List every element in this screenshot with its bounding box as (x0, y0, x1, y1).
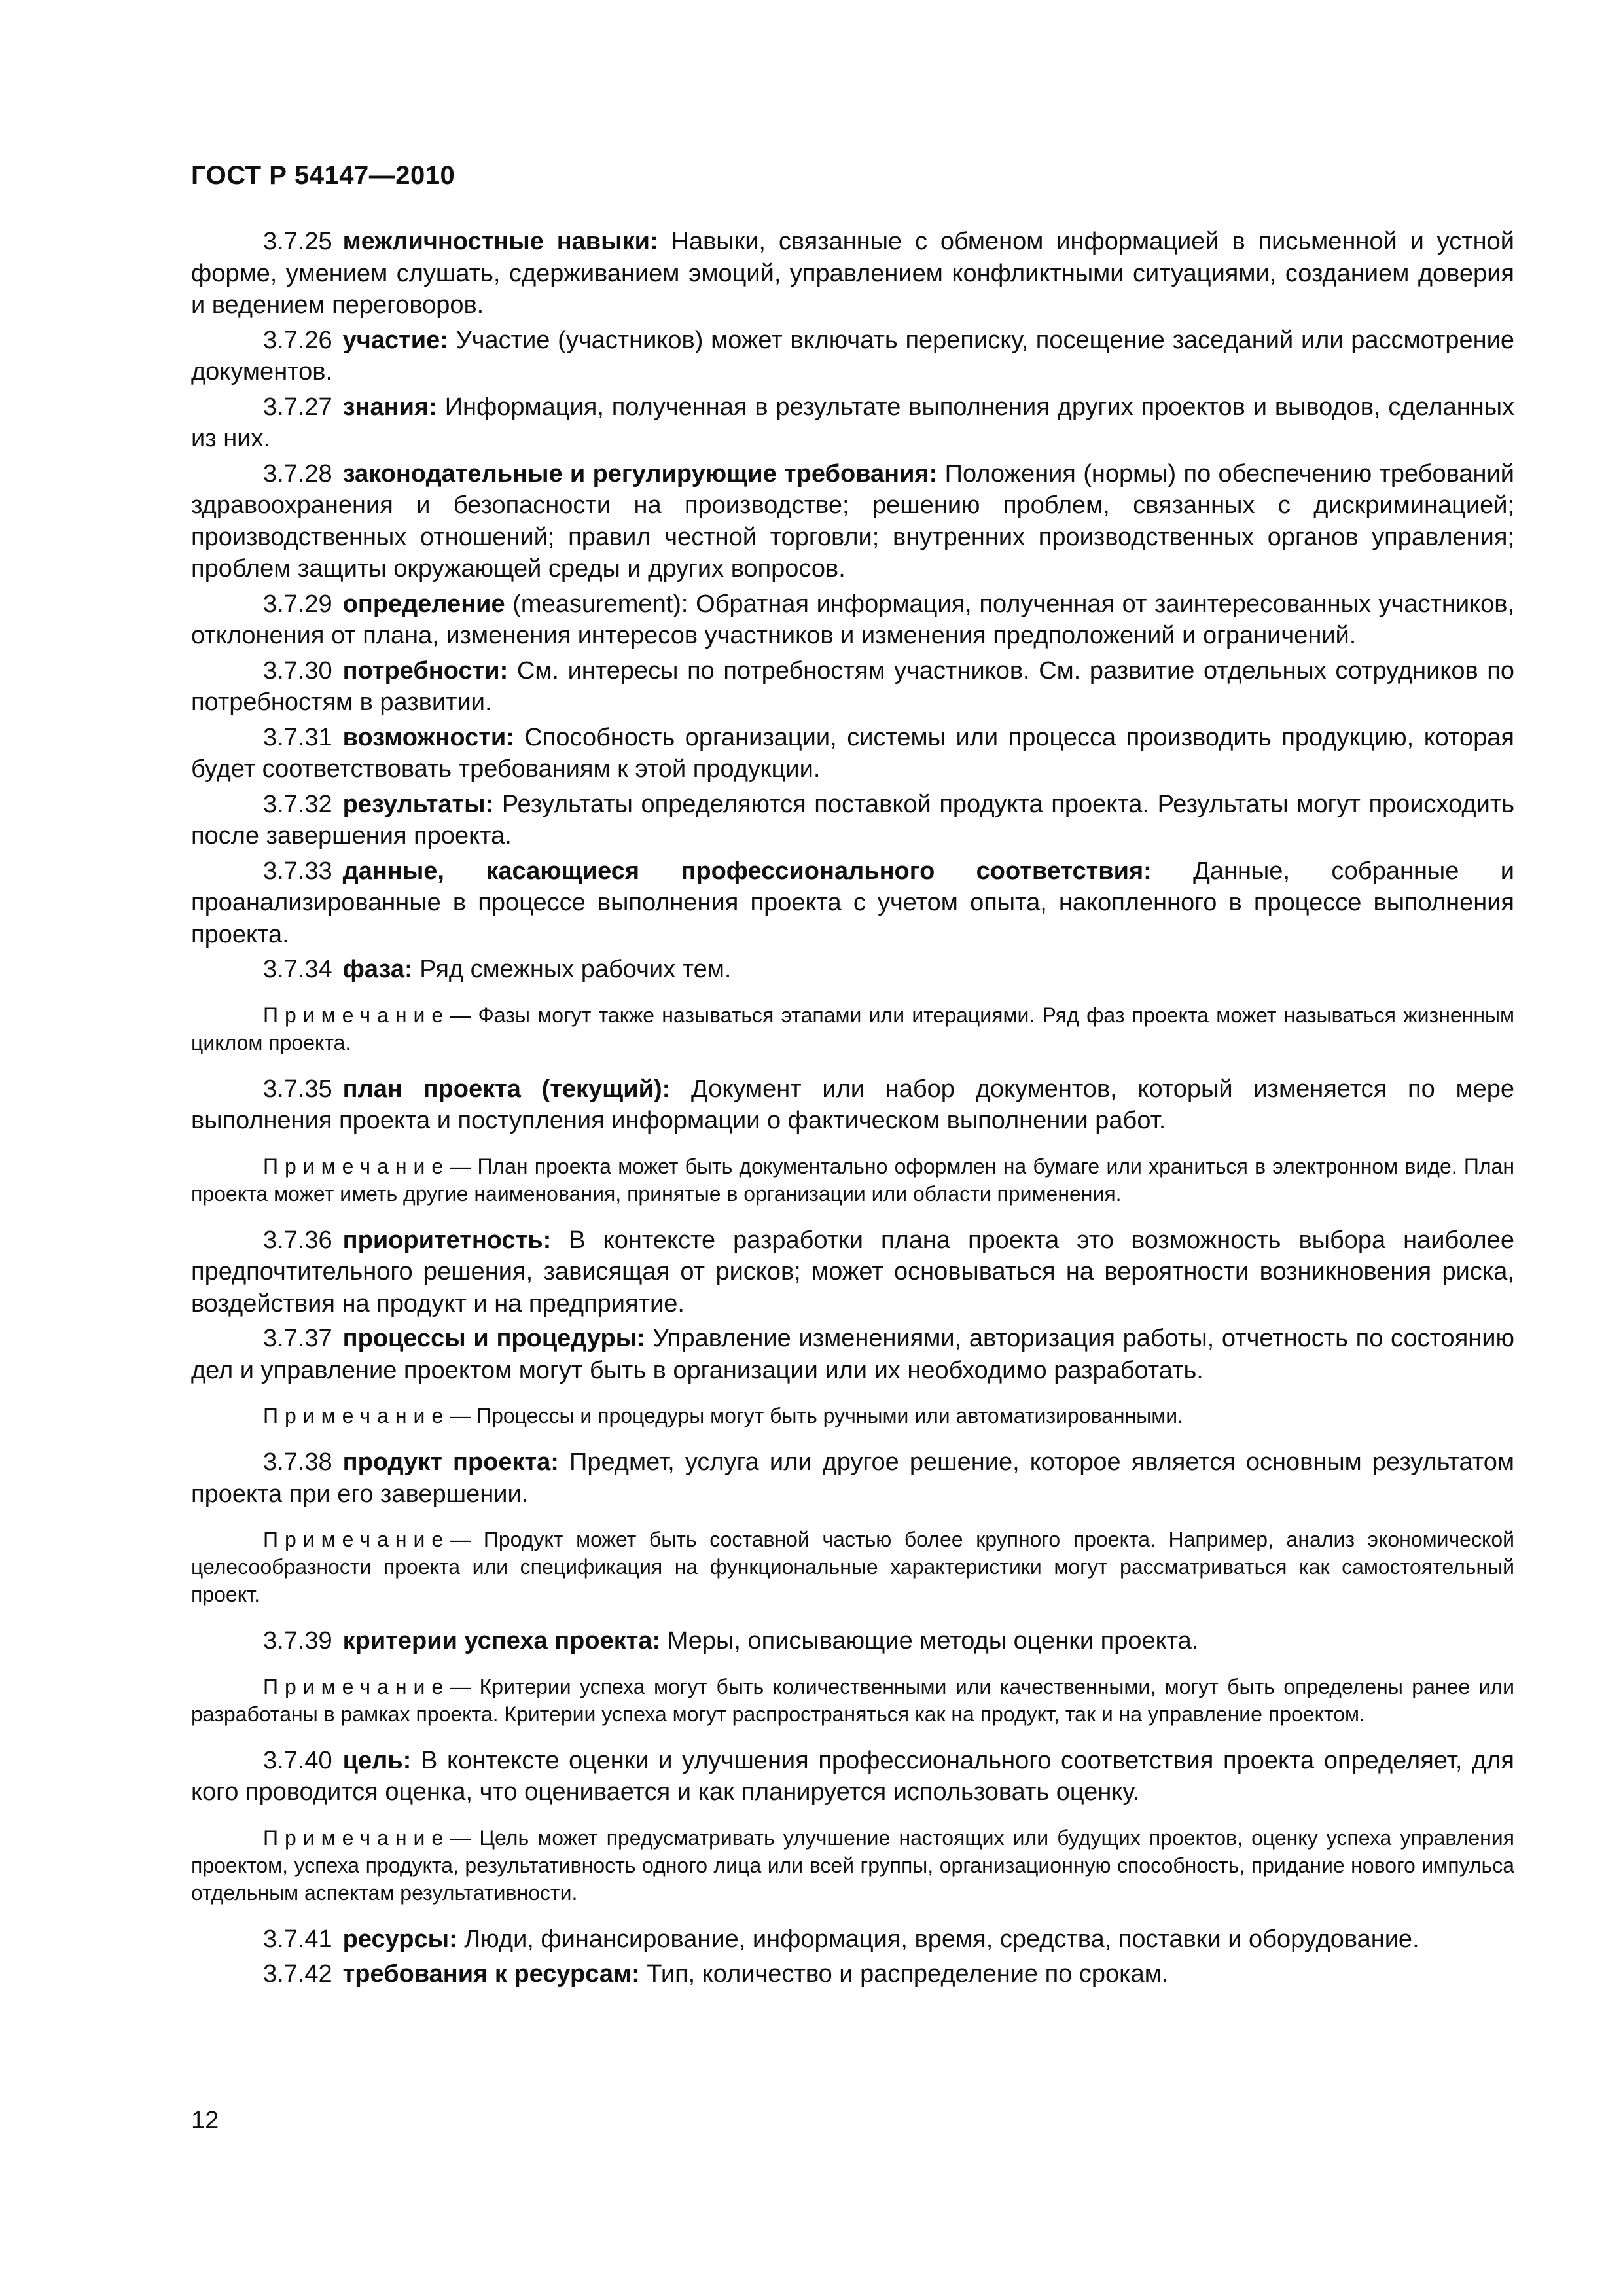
definition-entry (191, 1958, 1514, 1990)
entry-definition: Результаты определяются поставкой продукта проекта. Результаты могут происходить после завершения проекта. (191, 790, 1514, 850)
entry-term: критерии успеха проекта: (342, 1627, 661, 1655)
note-label: Примечание (263, 1404, 450, 1427)
entry-number: 3.7.37 (263, 1325, 332, 1352)
entry-number: 3.7.38 (263, 1448, 332, 1476)
definition-entry (191, 1745, 1514, 1808)
entry-definition: Документ или набор документов, который изменяется по мере выполнения проекта и поступления информации о фактическом выполнении работ. (191, 1075, 1514, 1134)
entry-term: возможности: (342, 723, 514, 751)
document-body (191, 226, 1514, 1994)
entry-number: 3.7.35 (263, 1075, 332, 1103)
definition-entry (191, 789, 1514, 852)
note-label: Примечание (263, 1825, 450, 1850)
definition-entry (191, 458, 1514, 585)
entry-definition: (measurement): Обратная информация, полученная от заинтересованных участников, отклонения от плана, изменения интересов участников и изменения предположений и ограничений. (191, 590, 1514, 649)
entry-term: законодательные и регулирующие требования: (342, 459, 938, 488)
definition-entry (191, 391, 1514, 455)
definition-entry (191, 588, 1514, 652)
note (191, 1402, 1514, 1429)
entry-term: фаза: (342, 956, 413, 983)
note-text: — Процессы и процедуры могут быть ручными или автоматизированными. (450, 1404, 1184, 1427)
entry-number: 3.7.25 (263, 228, 332, 255)
entry-term: процессы и процедуры: (342, 1325, 645, 1352)
definition-entry (191, 655, 1514, 719)
definition-entry (191, 722, 1514, 785)
entry-definition: Меры, описывающие методы оценки проекта. (667, 1627, 1199, 1655)
entry-number: 3.7.31 (263, 723, 332, 751)
entry-term: приоритетность: (342, 1226, 552, 1254)
entry-number: 3.7.28 (263, 459, 332, 488)
note-text: — Продукт может быть составной частью более крупного проекта. Например, анализ экономической целесообразности проекта или спецификация на функциональные характеристики могут рассматриваться как самостоятельный проект. (191, 1528, 1514, 1606)
entry-definition: Навыки, связанные с обменом информацией в письменной и устной форме, умением слушать, сдерживанием эмоций, управлением конфликтными ситуациями, созданием доверия и ведением переговоров. (191, 228, 1514, 319)
definition-entry (191, 325, 1514, 388)
entry-number: 3.7.42 (263, 1960, 332, 1988)
entry-number: 3.7.33 (263, 857, 332, 885)
entry-number: 3.7.30 (263, 656, 332, 685)
entry-number: 3.7.41 (263, 1925, 332, 1953)
entry-number: 3.7.40 (263, 1746, 332, 1774)
note-text: — План проекта может быть документально оформлен на бумаге или храниться в электронном виде. План проекта может иметь другие наименования, принятые в организации или области применения. (191, 1154, 1514, 1206)
entry-definition: Управление изменениями, авторизация работы, отчетность по состоянию дел и управление проектом могут быть в организации или их необходимо разработать. (191, 1325, 1514, 1384)
note-label: Примечание (263, 1674, 450, 1698)
entry-definition: Предмет, услуга или другое решение, которое является основным результатом проекта при его завершении. (191, 1448, 1514, 1508)
note (191, 1526, 1514, 1608)
entry-term: план проекта (текущий): (342, 1075, 671, 1103)
document-code: ГОСТ Р 54147—2010 (191, 161, 455, 190)
entry-definition: Тип, количество и распределение по срокам. (647, 1960, 1169, 1988)
entry-definition: В контексте оценки и улучшения профессионального соответствия проекта определяет, для кого проводится оценка, что оценивается и как планируется использовать оценку. (191, 1746, 1514, 1806)
entry-term: определение (342, 590, 505, 618)
note-text: — Цель может предусматривать улучшение настоящих или будущих проектов, оценку успеха управления проектом, успеха продукта, результативность одного лица или всей группы, организационную способность, придание нового импульса отдельным аспектам результативности. (191, 1825, 1514, 1905)
entry-term: участие: (342, 326, 448, 354)
definition-entry (191, 226, 1514, 321)
entry-term: данные, касающиеся профессионального соответствия: (342, 857, 1152, 885)
note-text: — Фазы могут также называться этапами или итерациями. Ряд фаз проекта может называться жизненным циклом проекта. (191, 1003, 1514, 1054)
definition-entry (191, 1446, 1514, 1510)
entry-term: цель: (342, 1746, 412, 1774)
definition-entry (191, 855, 1514, 951)
definition-entry (191, 1073, 1514, 1137)
entry-number: 3.7.26 (263, 326, 332, 354)
entry-definition: Данные, собранные и проанализированные в процессе выполнения проекта с учетом опыта, накопленного в процессе выполнения проекта. (191, 857, 1514, 948)
note (191, 1673, 1514, 1728)
note (191, 1824, 1514, 1907)
page-number: 12 (191, 2107, 219, 2134)
entry-number: 3.7.34 (263, 956, 332, 983)
entry-number: 3.7.36 (263, 1226, 332, 1254)
definition-entry (191, 954, 1514, 986)
entry-term: результаты: (342, 790, 494, 818)
entry-definition: Положения (нормы) по обеспечению требований здравоохранения и безопасности на производстве; решению проблем, связанных с дискриминацией; производственных отношений; правил честной торговли; внутренних производственных органов управления; проблем защиты окружающей среды и других вопросов. (191, 459, 1514, 583)
entry-number: 3.7.32 (263, 790, 332, 818)
note-label: Примечание (263, 1528, 450, 1551)
entry-definition: В контексте разработки плана проекта это возможность выбора наиболее предпочтительного решения, зависящая от рисков; может основываться на вероятности возникновения риска, воздействия на продукт и на предприятие. (191, 1226, 1514, 1318)
note-label: Примечание (263, 1003, 450, 1027)
entry-term: межличностные навыки: (342, 228, 658, 255)
entry-number: 3.7.27 (263, 393, 332, 421)
entry-definition: См. интересы по потребностям участников. См. развитие отдельных сотрудников по потребностям в развитии. (191, 656, 1514, 716)
entry-definition: Информация, полученная в результате выполнения других проектов и выводов, сделанных из них. (191, 393, 1515, 452)
definition-entry (191, 1625, 1514, 1657)
definition-entry (191, 1225, 1514, 1320)
definition-entry (191, 1924, 1514, 1956)
entry-number: 3.7.39 (263, 1627, 332, 1655)
entry-term: требования к ресурсам: (342, 1960, 640, 1988)
note (191, 1153, 1514, 1208)
definition-entry (191, 1323, 1514, 1386)
note-label: Примечание (263, 1154, 450, 1178)
note (191, 1001, 1514, 1056)
entry-definition: Ряд смежных рабочих тем. (419, 956, 732, 983)
entry-term: потребности: (342, 656, 508, 685)
entry-number: 3.7.29 (263, 590, 332, 618)
entry-definition: Люди, финансирование, информация, время, средства, поставки и оборудование. (464, 1925, 1419, 1953)
entry-definition: Участие (участников) может включать переписку, посещение заседаний или рассмотрение документов. (191, 326, 1514, 386)
note-text: — Критерии успеха могут быть количественными или качественными, могут быть определены ранее или разработаны в рамках проекта. Критерии успеха могут распространяться как на продукт, так и на управление проектом. (191, 1674, 1514, 1726)
entry-definition: Способность организации, системы или процесса производить продукцию, которая будет соответствовать требованиям к этой продукции. (191, 723, 1515, 783)
entry-term: ресурсы: (342, 1925, 457, 1953)
entry-term: продукт проекта: (342, 1448, 559, 1476)
entry-term: знания: (342, 393, 437, 421)
